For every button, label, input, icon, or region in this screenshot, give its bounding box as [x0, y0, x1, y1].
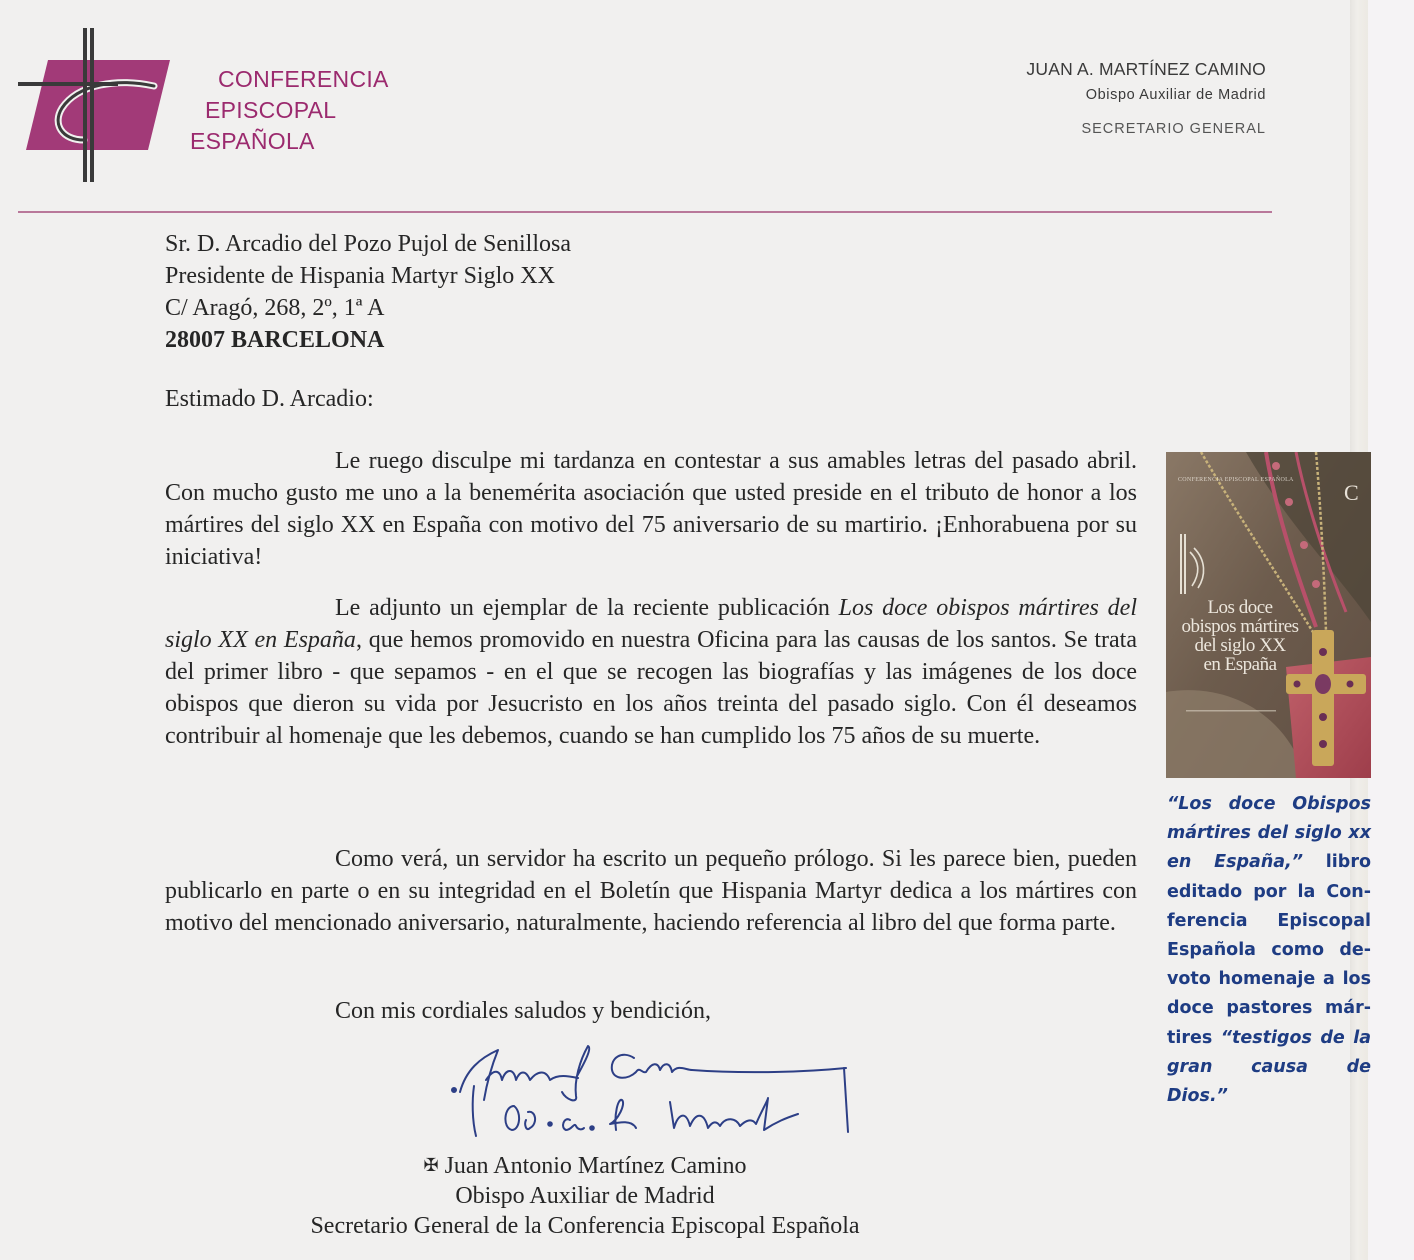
paragraph-text: , que hemos promovido en nuestra Oficina para las causas de los santos. Se trata del primer libro - que sepamos - en el que se recogen las biografías y las imágenes de los doce obispos que dieron su vida por Jesucristo en los años treinta del pasado siglo. Con él deseamos contribuir al homenaje que les debemos, cuando se han cumplido los 75 años de su muerte. — [165, 627, 1138, 749]
sender-name: JUAN A. MARTÍNEZ CAMINO — [1026, 59, 1266, 79]
cee-cross-logo-icon — [18, 26, 188, 186]
sender-title: SECRETARIO GENERAL — [1081, 121, 1266, 137]
handwritten-signature — [446, 1040, 866, 1160]
caption-italic-lead: “Los doce Obispos mártires del siglo xx en España,” — [1167, 794, 1371, 873]
greeting: Estimado D. Arcadio: — [165, 386, 374, 412]
sender-role: Obispo Auxiliar de Madrid — [1085, 87, 1266, 103]
book-cover-image — [1166, 452, 1371, 778]
book-title-line: en España — [1203, 654, 1277, 675]
cee-logo — [18, 26, 418, 186]
recipient-address — [165, 228, 571, 356]
book-title-italic: Los doce obispos mártires del siglo XX en España — [165, 595, 1138, 653]
body-paragraph-2 — [165, 592, 1137, 752]
caption-text: libro editado por la Conferencia Episcopal Española como devoto homenaje a los doce pastores mártires — [1167, 852, 1371, 1048]
address-line: Sr. D. Arcadio del Pozo Pujol de Senillosa — [165, 231, 571, 257]
body-paragraph-3 — [165, 843, 1137, 939]
signer-name-line — [300, 1150, 870, 1181]
header-divider — [18, 211, 1272, 213]
book-cover-header: CONFERENCIA EPISCOPAL ESPAÑOLA — [1178, 477, 1294, 483]
closing: Con mis cordiales saludos y bendición, — [335, 998, 711, 1024]
image-caption — [1167, 790, 1371, 1111]
book-cover-title — [1170, 598, 1310, 674]
logo-line-1: CONFERENCIA — [218, 66, 389, 92]
book-title-line: obispos mártires — [1181, 616, 1299, 637]
signature-block — [300, 1150, 870, 1241]
address-line: Presidente de Hispania Martyr Siglo XX — [165, 263, 555, 289]
book-title-line: del siglo XX — [1194, 635, 1286, 656]
logo-line-2: EPISCOPAL — [205, 97, 337, 123]
svg-text:C: C — [1344, 480, 1359, 505]
address-line: C/ Aragó, 268, 2º, 1ª A — [165, 295, 385, 321]
logo-line-3: ESPAÑOLA — [190, 128, 315, 154]
paragraph-text: Le ruego disculpe mi tardanza en contestar a sus amables letras del pasado abril. Con mucho gusto me uno a la benemérita asociación que usted preside en el tributo de honor a los mártires del siglo XX en España con motivo del 75 aniversario de su martirio. ¡Enhorabuena por su iniciativa! — [165, 448, 1137, 570]
signer-name: Juan Antonio Martínez Camino — [444, 1153, 747, 1179]
side-margin — [1368, 0, 1414, 1260]
book-title-line: Los doce — [1207, 597, 1273, 618]
cross-pattee-icon: ✠ — [423, 1155, 439, 1175]
address-city: 28007 BARCELONA — [165, 327, 385, 353]
logo-wordmark — [190, 64, 389, 157]
sender-block — [1026, 58, 1266, 140]
caption-italic-quote: “testigos de la gran causa de Dios.” — [1167, 1027, 1371, 1107]
paragraph-text: Le adjunto un ejemplar de la reciente publicación — [335, 595, 839, 621]
paragraph-text: Como verá, un servidor ha escrito un pequeño prólogo. Si les parece bien, pueden publicarlo en parte o en su integridad en el Boletín que Hispania Martyr dedica a los mártires con motivo del mencionado aniversario, naturalmente, haciendo referencia al libro del que forma parte. — [165, 846, 1137, 936]
body-paragraph-1 — [165, 445, 1137, 573]
signer-role: Obispo Auxiliar de Madrid — [455, 1183, 715, 1209]
signer-title: Secretario General de la Conferencia Episcopal Española — [310, 1213, 860, 1239]
